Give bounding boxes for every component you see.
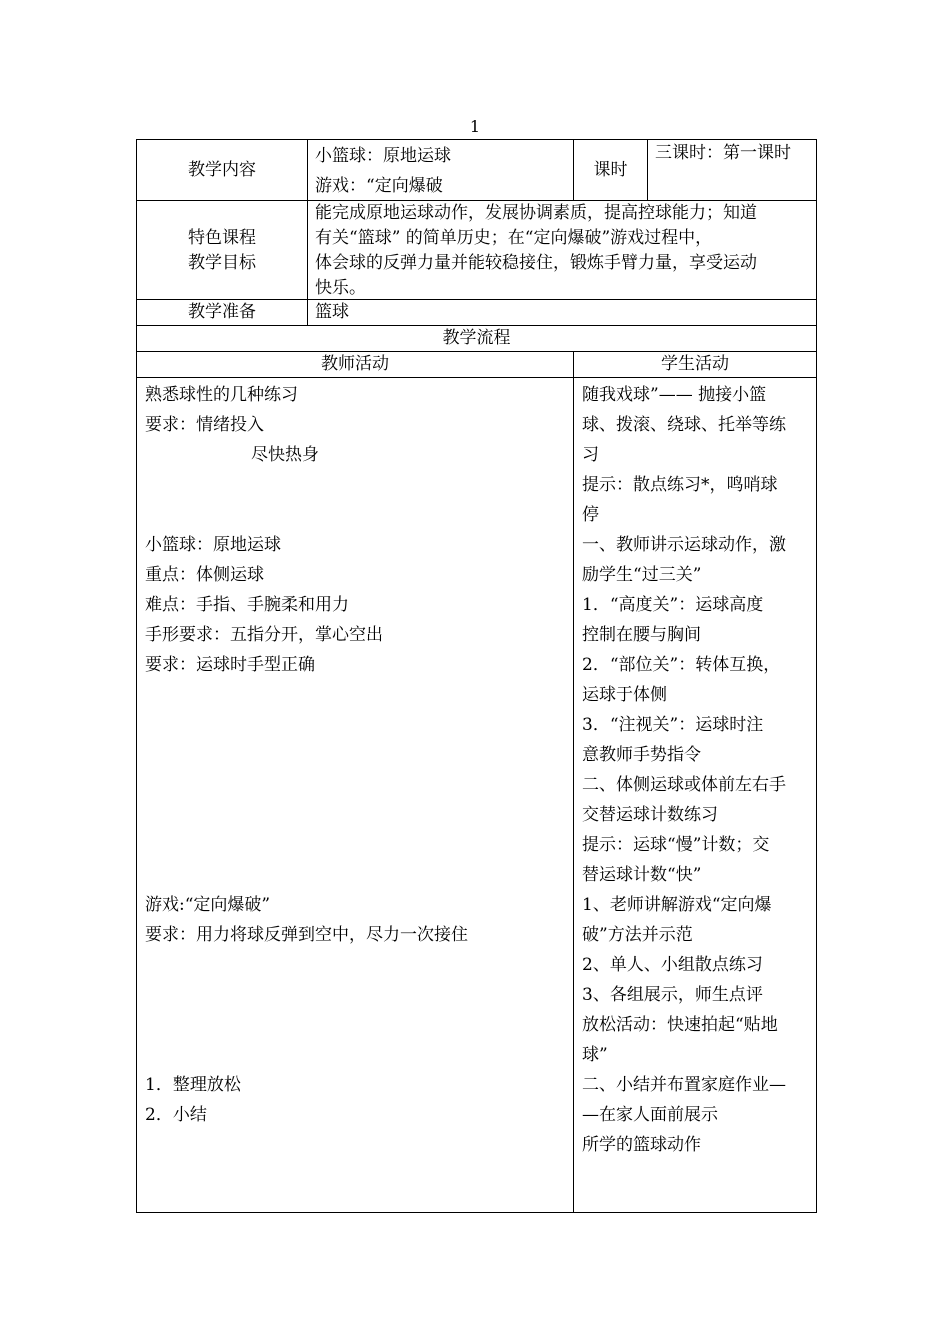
goals-label-line-1: 特色课程 <box>188 228 256 248</box>
student-activity-line: 2、单人、小组散点练习 <box>582 955 763 975</box>
student-activity-line: 运球于体侧 <box>582 685 667 705</box>
student-activity-line: 励学生“过三关” <box>582 565 702 585</box>
student-activity-line: 1．“高度关”：运球高度 <box>582 595 764 615</box>
prep-label: 教学准备 <box>188 302 256 322</box>
goals-label-line-2: 教学目标 <box>188 253 256 273</box>
goals-line-1: 能完成原地运球动作，发展协调素质，提高控球能力；知道 <box>315 203 757 223</box>
teacher-activity-line: 小篮球：原地运球 <box>145 535 281 555</box>
student-activity-line: 停 <box>582 505 599 525</box>
student-activity-line: 二、小结并布置家庭作业— <box>582 1075 786 1095</box>
student-activity-line: —在家人面前展示 <box>582 1105 718 1125</box>
teacher-activity-line: 难点：手指、手腕柔和用力 <box>145 595 349 615</box>
teacher-activity-line: 手形要求：五指分开，掌心空出 <box>145 625 383 645</box>
prep-value-cell <box>307 299 817 326</box>
student-activity-line: 随我戏球”—— 抛接小篮 <box>582 385 767 405</box>
period-value-cell <box>647 139 817 201</box>
teacher-activity-line: 尽快热身 <box>251 445 319 465</box>
student-activity-line: 3．“注视关”：运球时注 <box>582 715 764 735</box>
content-line-1: 小篮球：原地运球 <box>315 146 451 166</box>
prep-label-cell <box>136 299 308 326</box>
teacher-activity-line: 要求：用力将球反弹到空中，尽力一次接住 <box>145 925 468 945</box>
student-activity-line: 替运球计数“快” <box>582 865 702 885</box>
student-activity-line: 破”方法并示范 <box>582 925 693 945</box>
period-label: 课时 <box>593 160 628 180</box>
flow-title: 教学流程 <box>442 328 511 348</box>
student-activity-line: 习 <box>582 445 599 465</box>
page-number: 1 <box>469 117 481 136</box>
period-value: 三课时：第一课时 <box>655 143 791 163</box>
teacher-header: 教师活动 <box>321 354 389 374</box>
goals-label-cell <box>136 200 308 300</box>
student-activity-line: 提示：运球“慢”计数；交 <box>582 835 770 855</box>
goals-text-cell <box>307 200 817 300</box>
teacher-activity-line: 1．整理放松 <box>145 1075 241 1095</box>
flow-title-cell <box>136 325 817 352</box>
student-activity-line: 球” <box>582 1045 608 1065</box>
student-activity-line: 意教师手势指令 <box>582 745 701 765</box>
student-activity-line: 交替运球计数练习 <box>582 805 718 825</box>
content-value-cell <box>307 139 574 201</box>
student-activity-line: 放松活动：快速拍起“贴地 <box>582 1015 778 1035</box>
student-header: 学生活动 <box>661 354 729 374</box>
student-activity-line: 二、体侧运球或体前左右手 <box>582 775 786 795</box>
teacher-activity-line: 重点：体侧运球 <box>145 565 264 585</box>
student-activity-cell <box>573 377 817 1213</box>
teacher-activity-line: 游戏:“定向爆破” <box>145 895 271 915</box>
teacher-activity-line: 2．小结 <box>145 1105 207 1125</box>
teacher-activity-cell <box>136 377 574 1213</box>
student-activity-line: 控制在腰与胸间 <box>582 625 701 645</box>
goals-line-3: 体会球的反弹力量并能较稳接住，锻炼手臂力量，享受运动 <box>315 253 757 273</box>
student-activity-line: 球、拨滚、绕球、托举等练 <box>582 415 786 435</box>
teacher-activity-line: 熟悉球性的几种练习 <box>145 385 298 405</box>
goals-line-2: 有关“篮球” 的简单历史；在“定向爆破”游戏过程中， <box>315 228 713 248</box>
teacher-activity-line: 要求：运球时手型正确 <box>145 655 315 675</box>
period-label-cell <box>573 139 648 201</box>
student-activity-line: 所学的篮球动作 <box>582 1135 701 1155</box>
student-activity-line: 2．“部位关”：转体互换， <box>582 655 781 675</box>
student-header-cell <box>573 351 817 378</box>
student-activity-line: 3、各组展示，师生点评 <box>582 985 763 1005</box>
content-line-2: 游戏：“定向爆破 <box>315 176 443 196</box>
teacher-header-cell <box>136 351 574 378</box>
student-activity-line: 提示：散点练习*，鸣哨球 <box>582 475 778 495</box>
goals-line-4: 快乐。 <box>315 278 366 298</box>
teacher-activity-line: 要求：情绪投入 <box>145 415 264 435</box>
student-activity-line: 1、老师讲解游戏“定向爆 <box>582 895 772 915</box>
content-label-cell <box>136 139 308 201</box>
prep-value: 篮球 <box>315 302 349 322</box>
student-activity-line: 一、教师讲示运球动作，激 <box>582 535 786 555</box>
content-label: 教学内容 <box>188 160 256 180</box>
